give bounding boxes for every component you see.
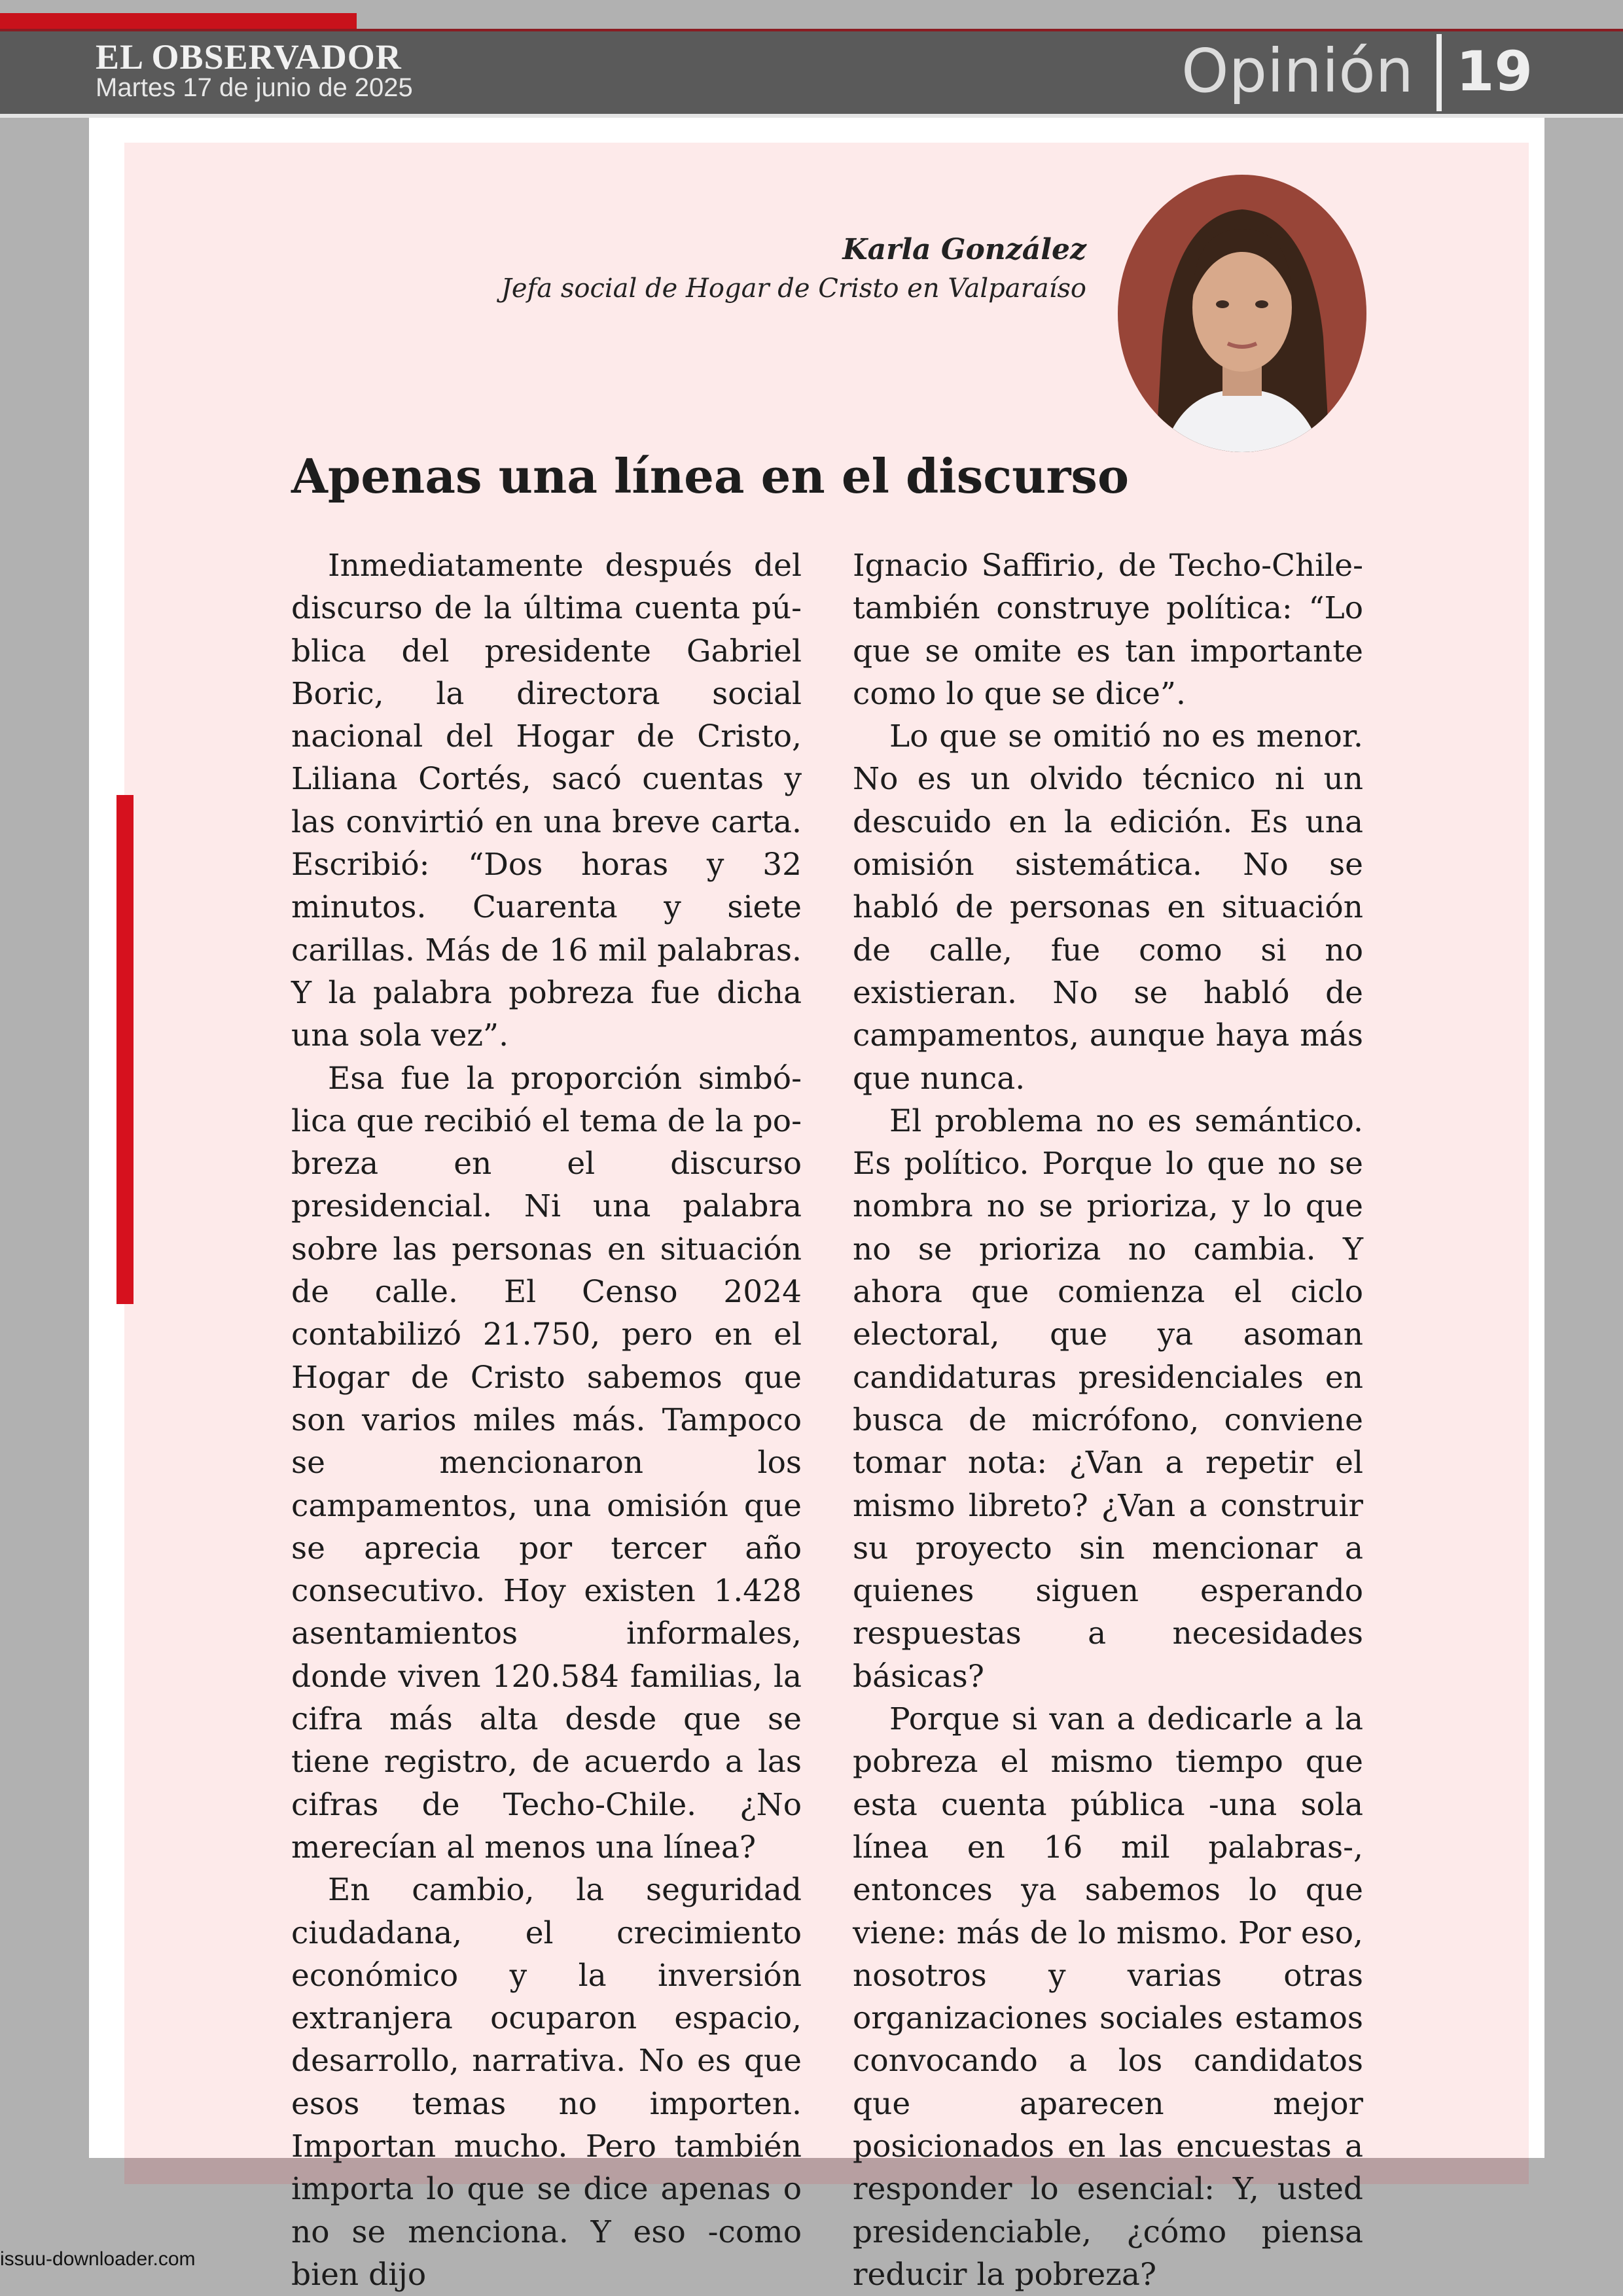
paragraph: Porque si van a dedicarle a la pobreza el mismo tiempo que esta cuenta pública -una sola línea en 16 mil palabras-, entonces ya sabemos lo que viene: más de lo mismo. Por eso, nosotros y varias otras organizaciones sociales estamos convocando a los candidatos que aparecen mejor posicionados en las encuestas a responder lo esencial: Y, usted presidenciable, ¿cómo piensa reducir la pobreza? (853, 1701, 1363, 2293)
paragraph: En cambio, la seguridad ciudadana, el crecimiento económico y la inversión extranjera ocuparon espacio, desarrollo, narrativa. No es que esos temas no importen. Importan mucho. Pero también importa lo que se dice apenas o no se menciona. Y eso -como bien dijo (291, 1872, 802, 2293)
author-role: Jefa social de Hogar de Cristo en Valparaíso (501, 274, 1086, 304)
article-column-right (853, 544, 1363, 2296)
paragraph: Lo que se omitió no es menor. No es un olvido técnico ni un descuido en la edición. Es una omisión sistemática. No se habló de personas en situación de calle, fue como si no existieran. No se habló de campamentos, aunque haya más que nunca. (853, 718, 1363, 1097)
paragraph: Inmediatamente después del discurso de la última cuenta pública del presidente Gabriel Boric, la directora social nacional del Hogar de Cristo, Liliana Cortés, sacó cuentas y las convirtió en una breve carta. Escribió: “Dos horas y 32 minutos. Cuarenta y siete carillas. Más de 16 mil palabras. Y la palabra pobreza fue dicha una sola vez”. (291, 548, 802, 1054)
author-portrait-icon (1116, 173, 1368, 453)
source-credit: issuu-downloader.com (0, 2248, 196, 2270)
paragraph: El problema no es semántico. Es político. Porque lo que no se nombra no se prioriza, y lo que no se prioriza no cambia. Y ahora que comienza el ciclo electoral, que ya asoman candidaturas presidenciales en busca de micrófono, conviene tomar nota: ¿Van a repetir el mismo libreto? ¿Van a construir su proyecto sin mencionar a quienes siguen esperando respuestas a necesidades básicas? (853, 1103, 1363, 1695)
page-number-divider (1436, 34, 1442, 111)
article-headline: Apenas una línea en el discurso (291, 448, 1129, 504)
article-column-left (291, 544, 802, 2296)
paragraph: Ignacio Saffirio, de Techo-Chile- también construye política: “Lo que se omite es tan importante como lo que se dice”. (853, 548, 1363, 712)
issue-date: Martes 17 de junio de 2025 (96, 73, 413, 102)
red-side-bar (116, 795, 134, 1304)
section-label: Opinión (1181, 36, 1414, 106)
page-number: 19 (1456, 39, 1533, 103)
newspaper-masthead: EL OBSERVADOR (96, 37, 402, 77)
paragraph: Esa fue la proporción simbólica que recibió el tema de la pobreza en el discurso presidencial. Ni una palabra sobre las personas en situación de calle. El Censo 2024 contabilizó 21.750, pero en el Hogar de Cristo sabemos que son varios miles más. Tampoco se mencionaron los campamentos, una omisión que se aprecia por tercer año consecutivo. Hoy existen 1.428 asentamientos informales, donde viven 120.584 familias, la cifra más alta desde que se tiene registro, de acuerdo a las cifras de Techo-Chile. ¿No merecían al menos una línea? (291, 1060, 802, 1865)
author-name: Karla González (842, 233, 1086, 266)
